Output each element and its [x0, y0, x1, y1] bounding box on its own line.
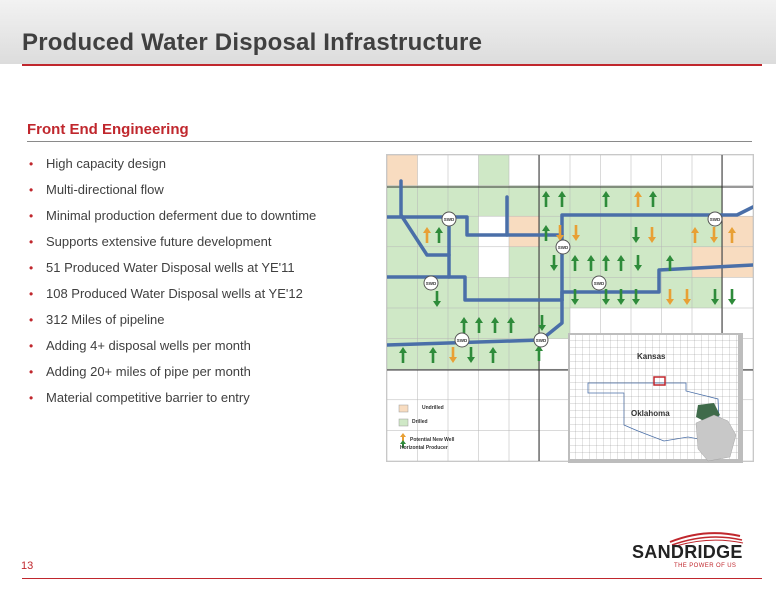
swd-well-marker [424, 276, 438, 290]
bullet-dot-icon: • [29, 157, 34, 171]
bullet-item [27, 156, 357, 172]
bullet-text: 51 Produced Water Disposal wells at YE'11 [46, 260, 295, 275]
bullet-text: 312 Miles of pipeline [46, 312, 165, 327]
inset-label-kansas: Kansas [637, 352, 666, 361]
bullet-text: Material competitive barrier to entry [46, 390, 250, 405]
drilled-cell [448, 247, 479, 278]
drilled-cell [631, 186, 662, 217]
legend-undrilled-label: Undrilled [422, 405, 444, 411]
drilled-cell [509, 247, 540, 278]
swd-well-marker [455, 333, 469, 347]
drilled-cell [418, 308, 449, 339]
undrilled-cell [692, 247, 723, 278]
bullet-item [27, 234, 357, 250]
bullet-text: 108 Produced Water Disposal wells at YE'12 [46, 286, 303, 301]
svg-text:SWD: SWD [709, 217, 721, 222]
undrilled-cell [509, 216, 540, 247]
svg-text:SWD: SWD [593, 281, 605, 286]
bullet-item [27, 260, 357, 276]
bullet-text: Adding 4+ disposal wells per month [46, 338, 251, 353]
undrilled-cell [723, 247, 754, 278]
bullet-dot-icon: • [29, 287, 34, 301]
legend-producer-label-2: Horizontal Producer [400, 445, 448, 451]
drilled-cell [662, 216, 693, 247]
swd-well-marker [534, 333, 548, 347]
section-divider [27, 141, 752, 142]
bullet-item [27, 312, 357, 328]
drilled-cell [631, 247, 662, 278]
bullet-item [27, 338, 357, 354]
logo-wordmark: SANDRIDGE [632, 542, 743, 562]
bullet-text: Multi-directional flow [46, 182, 164, 197]
title-divider [22, 64, 762, 66]
bullet-dot-icon: • [29, 391, 34, 405]
svg-text:SWD: SWD [443, 217, 455, 222]
bullet-text: Supports extensive future development [46, 234, 272, 249]
drilled-cell [479, 186, 510, 217]
drilled-cell [692, 277, 723, 308]
inset-label-oklahoma: Oklahoma [631, 409, 670, 418]
swd-well-marker [592, 276, 606, 290]
swd-well-marker [556, 240, 570, 254]
logo-tagline: THE POWER OF US [674, 563, 737, 569]
drilled-cell [509, 308, 540, 339]
footer-divider [22, 578, 762, 579]
bullet-item [27, 286, 357, 302]
bullet-item [27, 390, 357, 406]
drilled-cell [662, 186, 693, 217]
svg-text:SWD: SWD [535, 338, 547, 343]
bullet-dot-icon: • [29, 339, 34, 353]
drilled-cell [570, 216, 601, 247]
bullet-dot-icon: • [29, 313, 34, 327]
section-heading: Front End Engineering [27, 121, 189, 138]
drilled-cell [509, 186, 540, 217]
bullet-dot-icon: • [29, 365, 34, 379]
drilled-cell [448, 186, 479, 217]
swd-well-marker [708, 212, 722, 226]
drilled-cell [418, 247, 449, 278]
drilled-cell [540, 186, 571, 217]
svg-text:SWD: SWD [557, 245, 569, 250]
drilled-cell [418, 186, 449, 217]
bullet-item [27, 208, 357, 224]
svg-text:SWD: SWD [425, 281, 437, 286]
drilled-cell [387, 247, 418, 278]
drilled-cell [479, 277, 510, 308]
drilled-cell [387, 277, 418, 308]
drilled-cell [479, 155, 510, 186]
bullet-item [27, 364, 357, 380]
sandridge-logo [630, 528, 760, 576]
drilled-cell [662, 247, 693, 278]
drilled-cell [509, 277, 540, 308]
drilled-cell [692, 186, 723, 217]
drilled-cell [601, 216, 632, 247]
bullet-dot-icon: • [29, 235, 34, 249]
svg-text:SWD: SWD [456, 338, 468, 343]
undrilled-cell [723, 216, 754, 247]
bullet-dot-icon: • [29, 261, 34, 275]
page-title: Produced Water Disposal Infrastructure [22, 29, 483, 56]
bullet-dot-icon: • [29, 183, 34, 197]
legend-producer-label-1: Potential New Well [410, 437, 455, 443]
bullet-list [27, 156, 357, 416]
bullet-text: Minimal production deferment due to downtime [46, 208, 317, 223]
bullet-dot-icon: • [29, 209, 34, 223]
legend-drilled-label: Drilled [412, 419, 428, 425]
bullet-text: Adding 20+ miles of pipe per month [46, 364, 251, 379]
drilled-cell [570, 186, 601, 217]
swd-well-marker [442, 212, 456, 226]
bullet-text: High capacity design [46, 156, 166, 171]
drilled-cell [387, 308, 418, 339]
bullet-item [27, 182, 357, 198]
page-number: 13 [21, 560, 34, 572]
